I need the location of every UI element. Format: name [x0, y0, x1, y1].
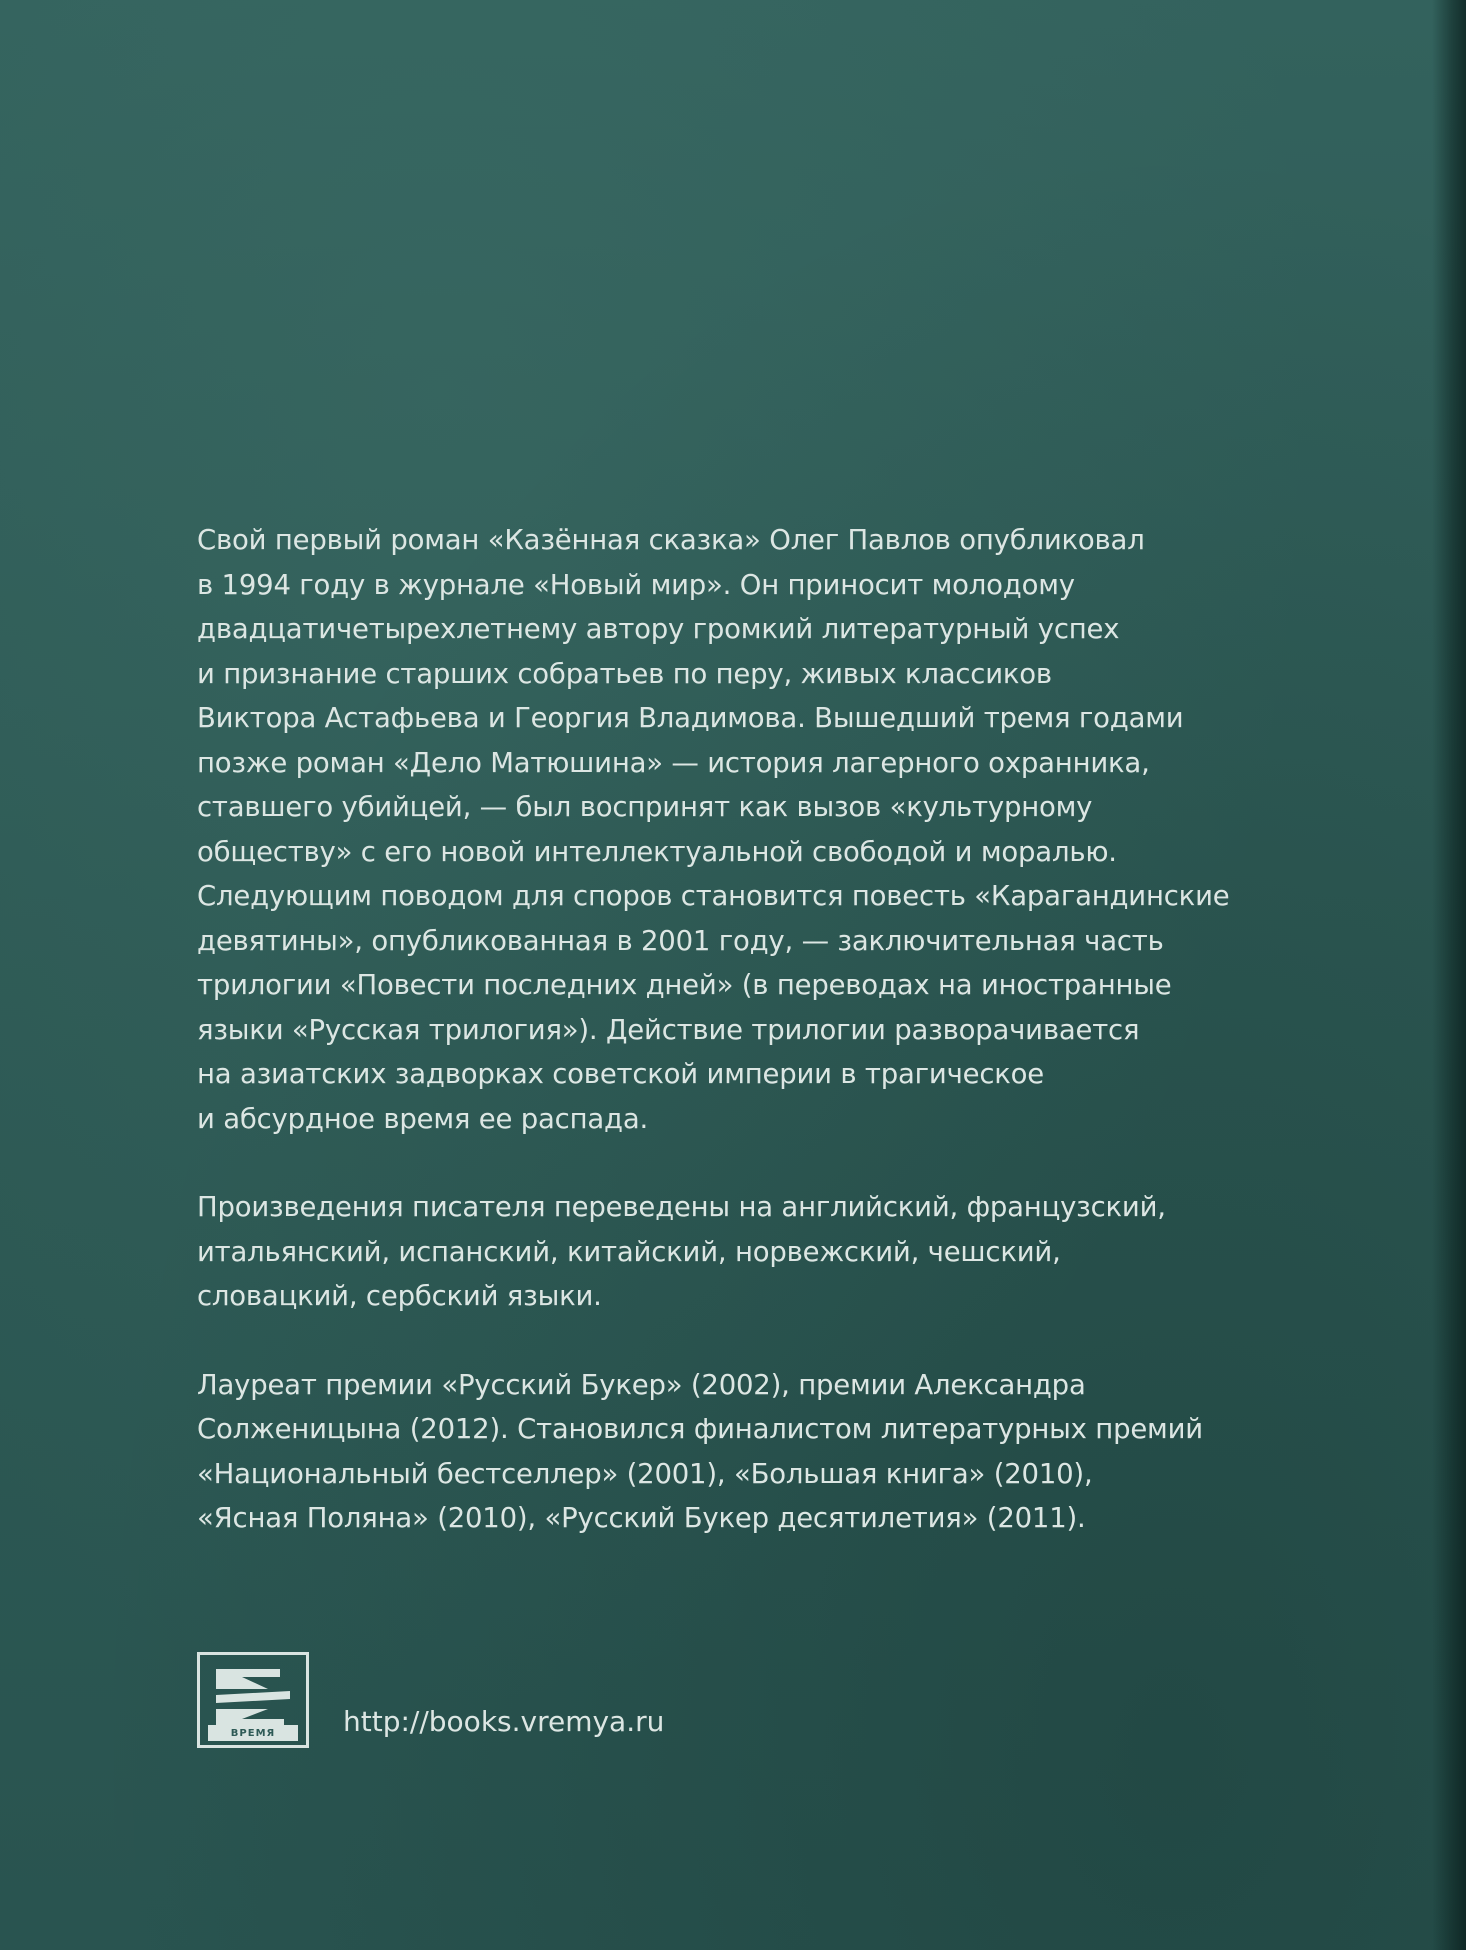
text-line: «Национальный бестселлер» (2001), «Большая книга» (2010),: [197, 1457, 1093, 1490]
text-line: двадцатичетырехлетнему автору громкий литературный успех: [197, 613, 1120, 645]
text-line: на азиатских задворках советской империи в трагическое: [197, 1058, 1045, 1090]
text-line: обществу» с его новой интеллектуальной свободой и моралью.: [197, 835, 1117, 868]
paragraph-gap: [197, 1319, 1317, 1363]
publisher-logo: [197, 1652, 309, 1748]
paragraph-gap: [197, 1141, 1317, 1185]
text-line: Солженицына (2012). Становился финалистом литературных премий: [197, 1413, 1203, 1445]
text-line: девятины», опубликованная в 2001 году, — заключительная часть: [197, 924, 1164, 957]
text-line: трилогии «Повести последних дней» (в переводах на иностранные: [197, 969, 1172, 1001]
paragraph-awards: [197, 1363, 1317, 1541]
text-line: в 1994 году в журнале «Новый мир». Он приносит молодому: [197, 568, 1075, 601]
text-line: языки «Русская трилогия»). Действие трилогии разворачивается: [197, 1013, 1140, 1046]
paragraph-bio: [197, 518, 1317, 1141]
text-line: «Ясная Поляна» (2010), «Русский Букер десятилетия» (2011).: [197, 1502, 1086, 1534]
publisher-url[interactable]: http://books.vremya.ru: [343, 1705, 665, 1738]
text-line: Лауреат премии «Русский Букер» (2002), премии Александра: [197, 1368, 1086, 1401]
text-line: итальянский, испанский, китайский, норвежский, чешский,: [197, 1235, 1061, 1268]
annotation-text: [197, 518, 1317, 1541]
text-line: Следующим поводом для споров становится повесть «Карагандинские: [197, 880, 1230, 912]
text-line: и абсурдное время ее распада.: [197, 1102, 649, 1135]
text-line: и признание старших собратьев по перу, живых классиков: [197, 657, 1052, 690]
text-line: Произведения писателя переведены на английский, французский,: [197, 1191, 1166, 1223]
text-line: словацкий, сербский языки.: [197, 1280, 602, 1312]
text-line: ставшего убийцей, — был воспринят как вызов «культурному: [197, 791, 1093, 823]
text-line: Виктора Астафьева и Георгия Владимова. Вышедший тремя годами: [197, 702, 1184, 734]
logo-label: ВРЕМЯ: [230, 1728, 276, 1739]
text-line: позже роман «Дело Матюшина» — история лагерного охранника,: [197, 746, 1150, 779]
text-line: Свой первый роман «Казённая сказка» Олег Павлов опубликовал: [197, 524, 1145, 556]
paragraph-translations: [197, 1185, 1317, 1319]
spine-edge: [1432, 0, 1466, 1950]
